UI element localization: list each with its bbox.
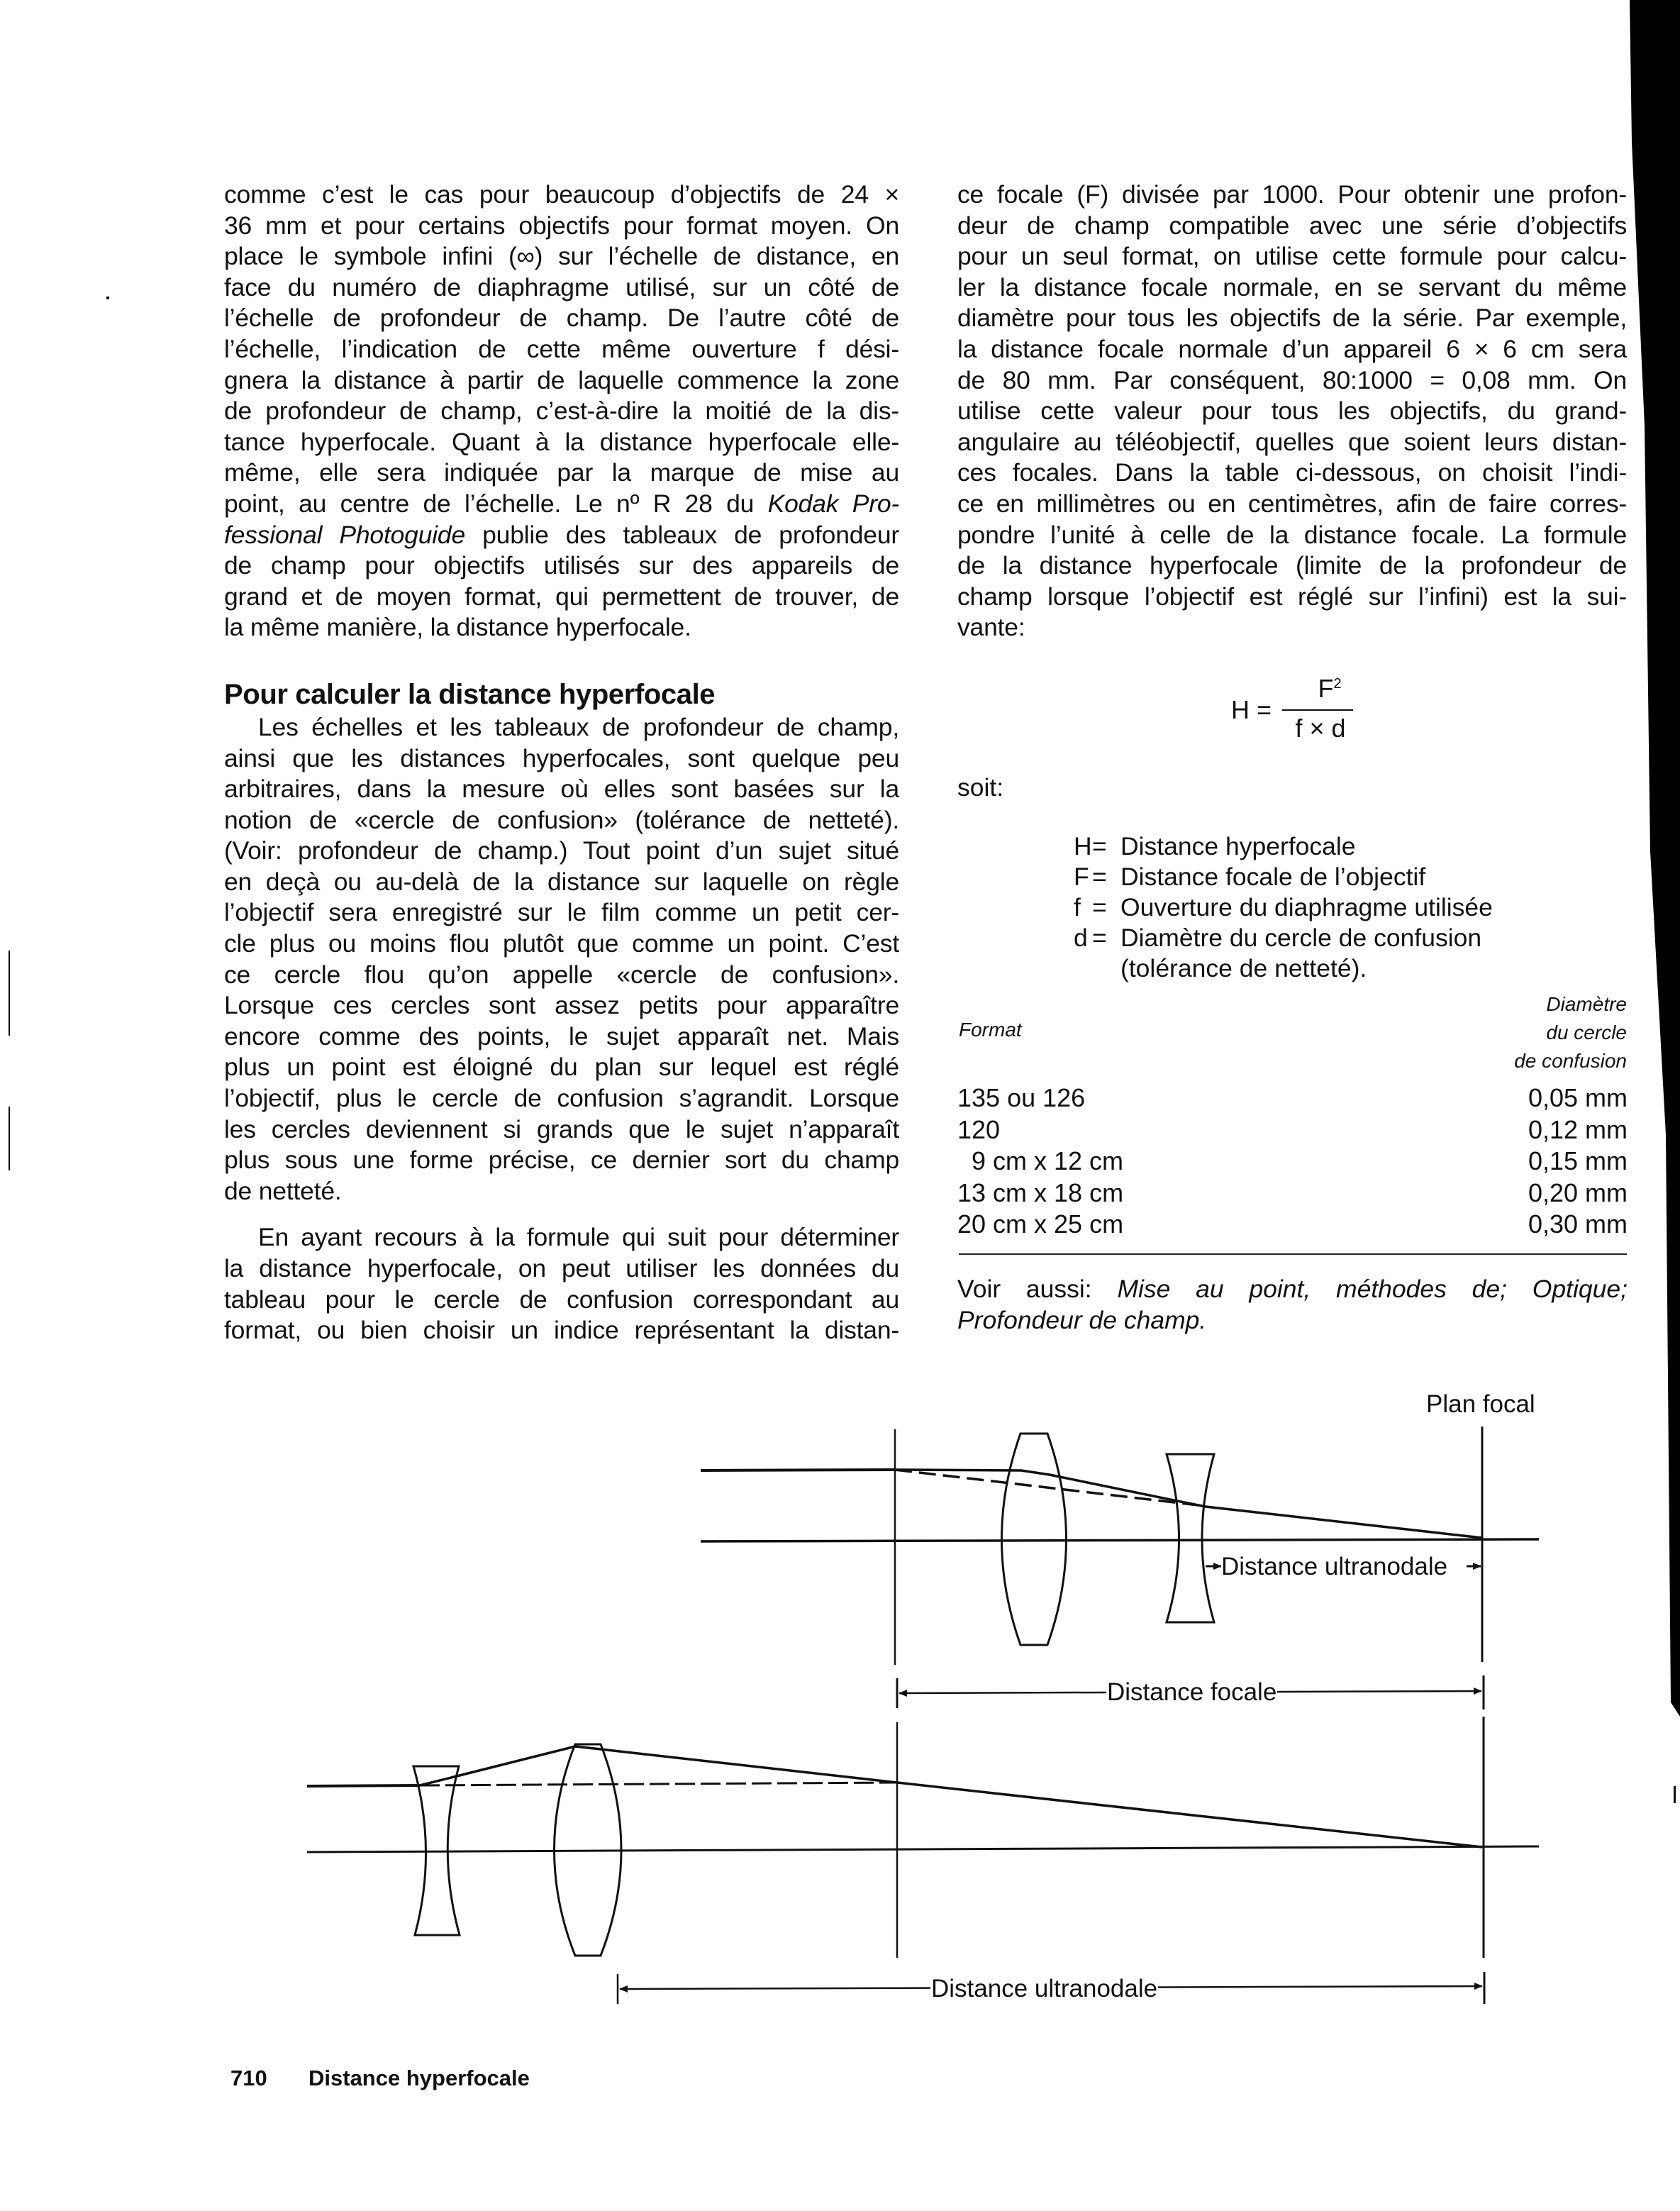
text-line: pour un seul format, on utilise cette formule pour calcu- bbox=[957, 242, 1627, 271]
cell-diameter: 0,20 mm bbox=[1528, 1177, 1628, 1207]
text-line: comme c’est le cas pour beaucoup d’objectifs de 24 × bbox=[224, 180, 899, 209]
converging-lens bbox=[1002, 1434, 1067, 1645]
paragraph-gap bbox=[224, 1207, 899, 1222]
definition-row bbox=[1074, 862, 1493, 892]
text-line: de profondeur de champ, c’est-à-dire la moitié de la dis- bbox=[224, 397, 899, 426]
cell-format: 9 cm x 12 cm bbox=[972, 1146, 1124, 1176]
running-title: Distance hyperfocale bbox=[308, 2066, 530, 2090]
cell-format: 20 cm x 25 cm bbox=[957, 1209, 1124, 1239]
text-line: la même manière, la distance hyperfocale. bbox=[224, 613, 691, 642]
definition-symbol: d bbox=[1074, 924, 1088, 952]
text-line: place le symbole infini (∞) sur l’échelle de distance, en bbox=[224, 242, 899, 271]
definition-text: Diamètre du cercle de confusion bbox=[1120, 924, 1482, 952]
diverging-lens bbox=[413, 1766, 460, 1935]
definition-row bbox=[1074, 923, 1493, 953]
text-line: l’objectif sera enregistré sur le film comme un petit cer- bbox=[224, 898, 899, 927]
formula-denominator: f × d bbox=[1295, 714, 1346, 743]
definition-equals: = bbox=[1092, 832, 1107, 860]
optical-axis bbox=[307, 1846, 1539, 1852]
page-number: 710 bbox=[230, 2066, 267, 2090]
scan-artifact bbox=[9, 951, 10, 1036]
exponent: 2 bbox=[1333, 676, 1342, 692]
left-column bbox=[224, 179, 899, 1346]
numerator-symbol: F bbox=[1318, 674, 1334, 703]
scan-artifact bbox=[9, 1107, 10, 1170]
text-line: (Voir: profondeur de champ.) Tout point d’un sujet situé bbox=[224, 836, 899, 865]
formula-numerator bbox=[1298, 674, 1362, 704]
text-fragment: publie des tableaux de profondeur bbox=[465, 520, 900, 549]
table-row bbox=[957, 1209, 1628, 1241]
definition-equals: = bbox=[1092, 863, 1107, 891]
text-line: de netteté. bbox=[224, 1176, 342, 1205]
text-line: ces focales. Dans la table ci-dessous, on choisit l’indi- bbox=[957, 458, 1627, 487]
definition-text: Ouverture du diaphragme utilisée bbox=[1120, 893, 1493, 921]
text-line: l’échelle, l’indication de cette même ouverture f dési- bbox=[224, 334, 899, 363]
text-line: ce cercle flou qu’on appelle «cercle de confusion». bbox=[224, 960, 899, 989]
text-line: tableau pour le cercle de confusion correspondant au bbox=[224, 1285, 899, 1314]
text-line: plus sous une forme précise, ce dernier sort du champ bbox=[224, 1146, 899, 1175]
definition-continuation: (tolérance de netteté). bbox=[1120, 954, 1367, 982]
text-line: vante: bbox=[957, 613, 1025, 642]
text-line: de 80 mm. Par conséquent, 80:1000 = 0,08 mm. On bbox=[957, 365, 1627, 394]
text-line-with-reference bbox=[224, 520, 899, 551]
text-line: arbitraires, dans la mesure où elles sont basées sur la bbox=[224, 775, 899, 804]
definition-row bbox=[1074, 892, 1493, 923]
retrofocus-diagram bbox=[307, 1717, 1539, 2004]
table-header-format: Format bbox=[959, 1019, 1022, 1041]
table-row bbox=[957, 1146, 1628, 1177]
refracted-ray bbox=[895, 1470, 1482, 1538]
scan-edge-shadow bbox=[1623, 0, 1680, 1717]
page-footer bbox=[230, 2066, 530, 2091]
focal-plane-label: Plan focal bbox=[1426, 1390, 1535, 1418]
cell-format: 135 ou 126 bbox=[957, 1083, 1086, 1112]
right-column bbox=[957, 179, 1627, 643]
text-line-with-reference bbox=[224, 489, 899, 520]
definition-text: Distance focale de l’objectif bbox=[1120, 863, 1426, 891]
text-line: champ lorsque l’objectif est réglé sur l’infini) est la sui- bbox=[957, 582, 1627, 611]
definition-equals: = bbox=[1092, 924, 1107, 952]
text-line: encore comme des points, le sujet apparaît net. Mais bbox=[224, 1021, 899, 1051]
definition-row bbox=[1074, 831, 1493, 862]
publication-title: Kodak Pro- bbox=[767, 489, 899, 518]
text-line: l’objectif, plus le cercle de confusion s’agrandit. Lorsque bbox=[224, 1084, 899, 1113]
header-line: du cercle bbox=[1546, 1021, 1627, 1043]
text-line: tance hyperfocale. Quant à la distance hyperfocale elle- bbox=[224, 427, 899, 456]
see-also-line bbox=[957, 1304, 1628, 1336]
optical-axis bbox=[701, 1539, 1539, 1541]
text-fragment: point, au centre de l’échelle. Le nº R 28 du bbox=[224, 489, 768, 518]
table-row bbox=[957, 1114, 1628, 1146]
see-also-link[interactable]: Profondeur de champ. bbox=[957, 1306, 1207, 1334]
text-line: Les échelles et les tableaux de profondeur de champ, bbox=[258, 712, 899, 741]
text-line: même, elle sera indiquée par la marque de mise au bbox=[224, 458, 899, 487]
text-line: Lorsque ces cercles sont assez petits pour apparaître bbox=[224, 991, 899, 1020]
text-line: ce focale (F) divisée par 1000. Pour obtenir une profon- bbox=[957, 180, 1627, 209]
cell-format: 13 cm x 18 cm bbox=[957, 1177, 1124, 1207]
section-heading: Pour calculer la distance hyperfocale bbox=[224, 678, 716, 710]
cell-diameter: 0,30 mm bbox=[1528, 1209, 1628, 1239]
fraction-bar bbox=[1282, 709, 1353, 711]
text-line: deur de champ compatible avec une série d’objectifs bbox=[957, 211, 1627, 240]
text-line: la distance focale normale d’un appareil 6 × 6 cm sera bbox=[957, 334, 1627, 363]
text-line: les cercles deviennent si grands que le sujet n’apparaît bbox=[224, 1114, 899, 1143]
text-line: pondre l’unité à celle de la distance focale. La formule bbox=[957, 520, 1627, 549]
text-line: face du numéro de diaphragme utilisé, sur un côté de bbox=[224, 272, 899, 301]
cell-format: 120 bbox=[957, 1114, 1001, 1144]
text-line: utilise cette valeur pour tous les objectifs, du grand- bbox=[957, 397, 1627, 426]
soit-label: soit: bbox=[957, 773, 1004, 802]
ultranodal-distance-label-bottom: Distance ultranodale bbox=[931, 1975, 1158, 2002]
text-line: cle plus ou moins flou plutôt que comme un point. C’est bbox=[224, 929, 899, 958]
text-line: ainsi que les distances hyperfocales, sont quelque peu bbox=[224, 743, 899, 772]
text-line: gnera la distance à partir de laquelle commence la zone bbox=[224, 365, 899, 394]
text-line: format, ou bien choisir un indice représentant la distan- bbox=[224, 1316, 899, 1345]
text-line: diamètre pour tous les objectifs de la série. Par exemple, bbox=[957, 304, 1627, 333]
text-line: En ayant recours à la formule qui suit pour déterminer bbox=[258, 1223, 899, 1252]
scan-artifact bbox=[106, 297, 109, 299]
see-also-label: Voir aussi: bbox=[957, 1275, 1118, 1303]
formula-lhs: H = bbox=[1231, 695, 1272, 724]
variable-definitions bbox=[1074, 831, 1493, 984]
cell-diameter: 0,15 mm bbox=[1528, 1146, 1628, 1176]
see-also-line bbox=[957, 1273, 1628, 1304]
cell-diameter: 0,12 mm bbox=[1528, 1114, 1628, 1144]
table-row bbox=[957, 1177, 1628, 1209]
table-header-diameter bbox=[1414, 990, 1627, 1075]
ultranodal-distance-label-top: Distance ultranodale bbox=[1221, 1553, 1448, 1580]
text-line: plus un point est éloigné du plan sur lequel est réglé bbox=[224, 1053, 899, 1082]
converging-lens bbox=[555, 1744, 622, 1956]
text-line: angulaire au téléobjectif, quelles que soient leurs distan- bbox=[957, 427, 1627, 456]
text-line: 36 mm et pour certains objectifs pour format moyen. On bbox=[224, 211, 899, 240]
see-also bbox=[957, 1273, 1628, 1336]
text-line: ce en millimètres ou en centimètres, afin de faire corres- bbox=[957, 489, 1627, 518]
text-line: la distance hyperfocale, on peut utiliser les données du bbox=[224, 1254, 899, 1282]
paragraph-formula-intro bbox=[224, 1222, 899, 1346]
extended-dashed-ray bbox=[895, 1470, 1198, 1505]
text-line: l’échelle de profondeur de champ. De l’autre côté de bbox=[224, 304, 899, 333]
see-also-link[interactable]: Mise au point, méthodes de; Optique; bbox=[1117, 1275, 1628, 1303]
definition-text: Distance hyperfocale bbox=[1120, 832, 1356, 860]
text-line: de la distance hyperfocale (limite de la profondeur de bbox=[957, 551, 1627, 580]
circle-of-confusion-table bbox=[957, 1082, 1628, 1241]
definition-equals: = bbox=[1092, 893, 1107, 921]
focal-length-label: Distance focale bbox=[1107, 1678, 1277, 1706]
text-line: en deçà ou au-delà de la distance sur laquelle on règle bbox=[224, 867, 899, 896]
paragraph-intro bbox=[224, 179, 899, 643]
header-line: Diamètre bbox=[1546, 993, 1627, 1015]
horizontal-rule bbox=[959, 1253, 1627, 1255]
incident-ray bbox=[307, 1785, 420, 1786]
text-line: notion de «cercle de confusion» (tolérance de netteté). bbox=[224, 805, 899, 834]
publication-title: fessional Photoguide bbox=[224, 520, 466, 549]
definition-symbol: H bbox=[1074, 832, 1092, 860]
definition-symbol: f bbox=[1074, 893, 1081, 921]
text-line: ler la distance focale normale, en se servant du même bbox=[957, 272, 1627, 301]
text-line: de champ pour objectifs utilisés sur des appareils de bbox=[224, 551, 899, 580]
scan-artifact bbox=[1674, 1786, 1676, 1803]
table-row bbox=[957, 1082, 1628, 1114]
text-line: grand et de moyen format, qui permettent de trouver, de bbox=[224, 582, 899, 611]
refracted-ray bbox=[420, 1746, 1482, 1847]
cell-diameter: 0,05 mm bbox=[1528, 1083, 1628, 1112]
definition-symbol: F bbox=[1074, 863, 1089, 891]
extended-dashed-ray bbox=[420, 1783, 897, 1785]
header-line: de confusion bbox=[1514, 1050, 1627, 1072]
diverging-lens bbox=[1167, 1454, 1214, 1622]
paragraph-circle-of-confusion bbox=[224, 712, 899, 1207]
hyperfocal-formula bbox=[1227, 674, 1369, 752]
